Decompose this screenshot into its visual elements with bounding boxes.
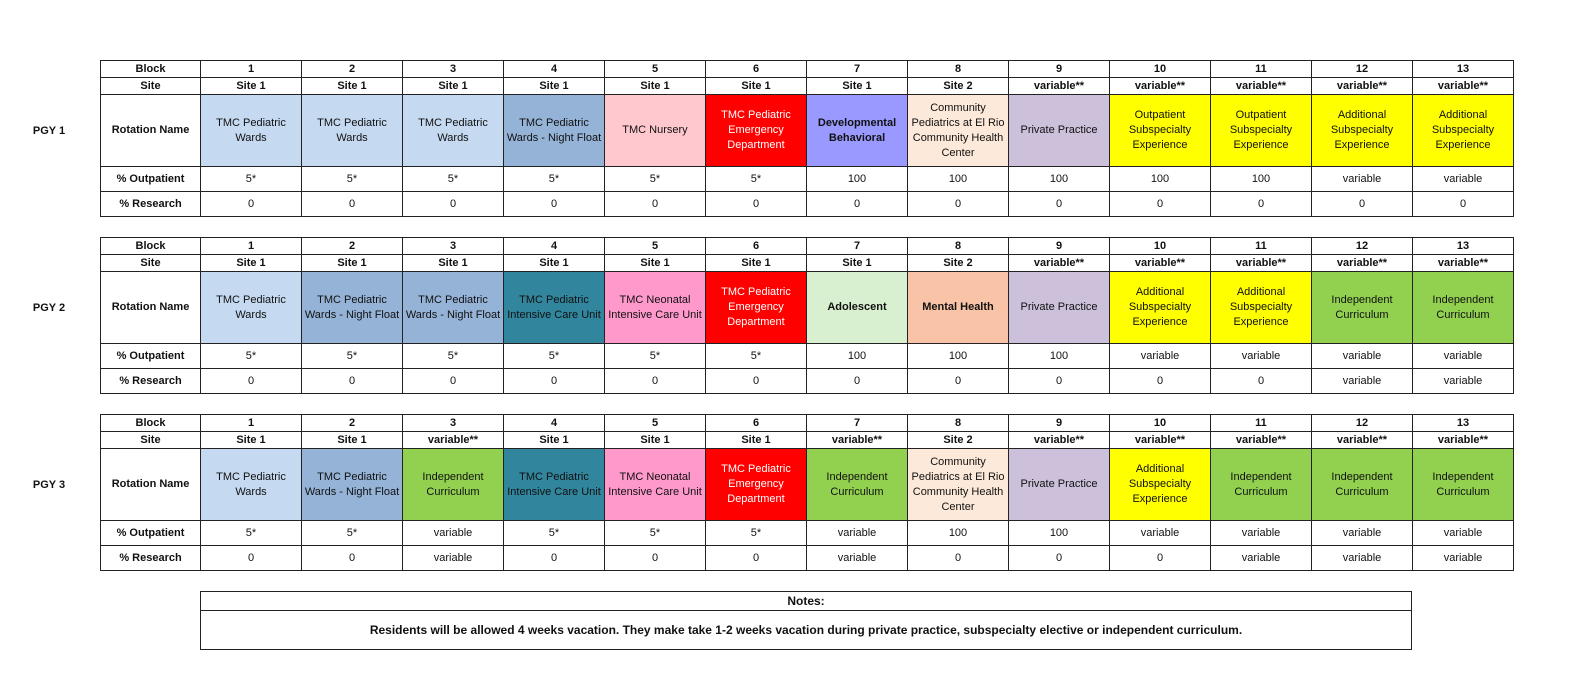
block-number: 4 bbox=[504, 415, 605, 432]
block-number: 5 bbox=[605, 415, 706, 432]
site-cell: variable** bbox=[1211, 78, 1312, 95]
rotation-cell: TMC Pediatric Wards bbox=[201, 272, 302, 344]
outpatient-cell: 100 bbox=[1009, 344, 1110, 369]
site-cell: variable** bbox=[1413, 432, 1514, 449]
research-cell: 0 bbox=[201, 369, 302, 394]
site-cell: Site 2 bbox=[908, 432, 1009, 449]
rotation-cell: Community Pediatrics at El Rio Community Health Center bbox=[908, 449, 1009, 521]
research-cell: 0 bbox=[908, 546, 1009, 571]
rotation-cell: Independent Curriculum bbox=[1312, 272, 1413, 344]
research-row bbox=[101, 546, 1514, 571]
outpatient-cell: 100 bbox=[908, 344, 1009, 369]
pgy-table bbox=[100, 60, 1514, 217]
outpatient-cell: 5* bbox=[605, 344, 706, 369]
research-cell: 0 bbox=[302, 546, 403, 571]
rotation-cell: Independent Curriculum bbox=[1211, 449, 1312, 521]
block-number: 2 bbox=[302, 238, 403, 255]
rotation-cell: Additional Subspecialty Experience bbox=[1413, 95, 1514, 167]
rotation-cell: Outpatient Subspecialty Experience bbox=[1110, 95, 1211, 167]
rotation-cell: TMC Pediatric Wards - Night Float bbox=[302, 272, 403, 344]
rotation-cell: TMC Pediatric Emergency Department bbox=[706, 449, 807, 521]
rotation-cell: TMC Pediatric Emergency Department bbox=[706, 95, 807, 167]
site-cell: variable** bbox=[1312, 432, 1413, 449]
site-cell: Site 1 bbox=[605, 255, 706, 272]
research-cell: 0 bbox=[1312, 192, 1413, 217]
research-cell: 0 bbox=[1009, 192, 1110, 217]
site-cell: Site 1 bbox=[201, 255, 302, 272]
outpatient-cell: 5* bbox=[706, 344, 807, 369]
site-cell: variable** bbox=[1312, 255, 1413, 272]
outpatient-row bbox=[101, 521, 1514, 546]
block-row bbox=[101, 238, 1514, 255]
block-number: 1 bbox=[201, 238, 302, 255]
research-cell: 0 bbox=[302, 192, 403, 217]
block-number: 10 bbox=[1110, 238, 1211, 255]
outpatient-cell: 100 bbox=[1211, 167, 1312, 192]
rotation-cell: TMC Pediatric Wards bbox=[201, 449, 302, 521]
rotation-cell: Mental Health bbox=[908, 272, 1009, 344]
block-number: 3 bbox=[403, 61, 504, 78]
block-number: 11 bbox=[1211, 415, 1312, 432]
block-number: 12 bbox=[1312, 415, 1413, 432]
site-cell: variable** bbox=[1110, 255, 1211, 272]
pgy-label: PGY 3 bbox=[32, 479, 66, 491]
outpatient-cell: variable bbox=[1211, 344, 1312, 369]
block-number: 12 bbox=[1312, 238, 1413, 255]
block-number: 1 bbox=[201, 61, 302, 78]
rotation-row bbox=[101, 449, 1514, 521]
research-cell: 0 bbox=[706, 546, 807, 571]
outpatient-row bbox=[101, 167, 1514, 192]
site-cell: Site 1 bbox=[605, 432, 706, 449]
outpatient-row-label: % Outpatient bbox=[101, 521, 201, 546]
pgy-label: PGY 2 bbox=[32, 302, 66, 314]
site-cell: variable** bbox=[1110, 78, 1211, 95]
outpatient-cell: 100 bbox=[807, 344, 908, 369]
outpatient-row bbox=[101, 344, 1514, 369]
research-cell: 0 bbox=[605, 546, 706, 571]
site-cell: Site 1 bbox=[706, 432, 807, 449]
outpatient-cell: variable bbox=[1110, 521, 1211, 546]
rotation-cell: TMC Pediatric Intensive Care Unit bbox=[504, 272, 605, 344]
rotation-cell: Private Practice bbox=[1009, 272, 1110, 344]
site-cell: Site 1 bbox=[201, 432, 302, 449]
rotation-row bbox=[101, 95, 1514, 167]
site-cell: Site 1 bbox=[605, 78, 706, 95]
site-row-label: Site bbox=[101, 432, 201, 449]
outpatient-cell: variable bbox=[1413, 167, 1514, 192]
rotation-cell: Additional Subspecialty Experience bbox=[1110, 272, 1211, 344]
outpatient-cell: variable bbox=[807, 521, 908, 546]
outpatient-cell: 100 bbox=[908, 521, 1009, 546]
block-number: 2 bbox=[302, 415, 403, 432]
research-cell: variable bbox=[1413, 546, 1514, 571]
outpatient-cell: variable bbox=[1312, 344, 1413, 369]
site-cell: Site 1 bbox=[706, 78, 807, 95]
outpatient-cell: 5* bbox=[706, 167, 807, 192]
research-cell: 0 bbox=[605, 192, 706, 217]
research-row bbox=[101, 369, 1514, 394]
research-cell: 0 bbox=[807, 192, 908, 217]
site-cell: variable** bbox=[1110, 432, 1211, 449]
rotation-cell: Independent Curriculum bbox=[1312, 449, 1413, 521]
research-cell: 0 bbox=[201, 192, 302, 217]
block-number: 6 bbox=[706, 238, 807, 255]
research-cell: 0 bbox=[706, 192, 807, 217]
block-number: 4 bbox=[504, 238, 605, 255]
site-row bbox=[101, 78, 1514, 95]
rotation-cell: TMC Neonatal Intensive Care Unit bbox=[605, 449, 706, 521]
block-row-label: Block bbox=[101, 61, 201, 78]
site-cell: Site 1 bbox=[504, 432, 605, 449]
outpatient-cell: 5* bbox=[605, 167, 706, 192]
outpatient-cell: 5* bbox=[302, 167, 403, 192]
site-cell: Site 1 bbox=[302, 255, 403, 272]
block-number: 13 bbox=[1413, 238, 1514, 255]
research-cell: 0 bbox=[908, 369, 1009, 394]
outpatient-cell: 5* bbox=[201, 167, 302, 192]
rotation-cell: Private Practice bbox=[1009, 449, 1110, 521]
research-cell: 0 bbox=[1413, 192, 1514, 217]
site-cell: Site 1 bbox=[403, 255, 504, 272]
research-cell: 0 bbox=[504, 369, 605, 394]
site-cell: Site 1 bbox=[302, 78, 403, 95]
block-number: 7 bbox=[807, 61, 908, 78]
research-cell: variable bbox=[403, 546, 504, 571]
block-row-label: Block bbox=[101, 415, 201, 432]
block-number: 8 bbox=[908, 415, 1009, 432]
block-number: 3 bbox=[403, 415, 504, 432]
outpatient-cell: 100 bbox=[1110, 167, 1211, 192]
rotation-cell: TMC Pediatric Wards bbox=[403, 95, 504, 167]
block-number: 6 bbox=[706, 415, 807, 432]
site-cell: Site 1 bbox=[201, 78, 302, 95]
research-cell: variable bbox=[1211, 546, 1312, 571]
rotation-cell: Additional Subspecialty Experience bbox=[1110, 449, 1211, 521]
block-number: 6 bbox=[706, 61, 807, 78]
block-number: 13 bbox=[1413, 61, 1514, 78]
rotation-cell: TMC Pediatric Wards - Night Float bbox=[403, 272, 504, 344]
rotation-cell: Additional Subspecialty Experience bbox=[1312, 95, 1413, 167]
site-cell: Site 1 bbox=[504, 78, 605, 95]
block-number: 9 bbox=[1009, 415, 1110, 432]
research-row bbox=[101, 192, 1514, 217]
block-number: 1 bbox=[201, 415, 302, 432]
block-number: 10 bbox=[1110, 61, 1211, 78]
site-row bbox=[101, 255, 1514, 272]
site-cell: variable** bbox=[1413, 78, 1514, 95]
research-cell: variable bbox=[1312, 369, 1413, 394]
notes-title: Notes: bbox=[201, 592, 1411, 611]
rotation-row bbox=[101, 272, 1514, 344]
research-cell: 0 bbox=[807, 369, 908, 394]
rotation-cell: Independent Curriculum bbox=[403, 449, 504, 521]
block-row-label: Block bbox=[101, 238, 201, 255]
outpatient-cell: 5* bbox=[504, 521, 605, 546]
site-cell: Site 1 bbox=[807, 255, 908, 272]
outpatient-cell: 5* bbox=[201, 521, 302, 546]
outpatient-cell: 5* bbox=[403, 344, 504, 369]
rotation-cell: TMC Neonatal Intensive Care Unit bbox=[605, 272, 706, 344]
rotation-cell: TMC Pediatric Wards bbox=[302, 95, 403, 167]
research-cell: 0 bbox=[504, 546, 605, 571]
rotation-cell: TMC Pediatric Intensive Care Unit bbox=[504, 449, 605, 521]
site-cell: variable** bbox=[807, 432, 908, 449]
site-cell: Site 1 bbox=[504, 255, 605, 272]
outpatient-cell: variable bbox=[1110, 344, 1211, 369]
rotation-cell: TMC Nursery bbox=[605, 95, 706, 167]
site-cell: variable** bbox=[1211, 432, 1312, 449]
outpatient-cell: 100 bbox=[1009, 521, 1110, 546]
rotation-cell: Independent Curriculum bbox=[1413, 449, 1514, 521]
rotation-cell: TMC Pediatric Wards - Night Float bbox=[302, 449, 403, 521]
rotation-row-label: Rotation Name bbox=[101, 449, 201, 521]
outpatient-cell: 5* bbox=[504, 167, 605, 192]
block-number: 7 bbox=[807, 415, 908, 432]
research-cell: 0 bbox=[302, 369, 403, 394]
outpatient-cell: variable bbox=[1413, 344, 1514, 369]
block-number: 2 bbox=[302, 61, 403, 78]
rotation-cell: Independent Curriculum bbox=[1413, 272, 1514, 344]
outpatient-cell: variable bbox=[1312, 167, 1413, 192]
block-number: 5 bbox=[605, 238, 706, 255]
outpatient-cell: 5* bbox=[504, 344, 605, 369]
rotation-cell: Developmental Behavioral bbox=[807, 95, 908, 167]
site-cell: Site 1 bbox=[706, 255, 807, 272]
research-cell: variable bbox=[1312, 546, 1413, 571]
outpatient-cell: 5* bbox=[201, 344, 302, 369]
block-row bbox=[101, 415, 1514, 432]
pgy-table bbox=[100, 237, 1514, 394]
rotation-cell: TMC Pediatric Wards - Night Float bbox=[504, 95, 605, 167]
notes-box bbox=[200, 591, 1412, 650]
block-number: 9 bbox=[1009, 61, 1110, 78]
site-cell: variable** bbox=[403, 432, 504, 449]
rotation-cell: Independent Curriculum bbox=[807, 449, 908, 521]
block-number: 12 bbox=[1312, 61, 1413, 78]
outpatient-row-label: % Outpatient bbox=[101, 167, 201, 192]
outpatient-cell: 5* bbox=[302, 344, 403, 369]
outpatient-cell: 5* bbox=[605, 521, 706, 546]
rotation-row-label: Rotation Name bbox=[101, 95, 201, 167]
research-cell: 0 bbox=[1009, 546, 1110, 571]
rotation-cell: Private Practice bbox=[1009, 95, 1110, 167]
block-row bbox=[101, 61, 1514, 78]
rotation-row-label: Rotation Name bbox=[101, 272, 201, 344]
block-number: 7 bbox=[807, 238, 908, 255]
outpatient-cell: 5* bbox=[706, 521, 807, 546]
block-number: 11 bbox=[1211, 238, 1312, 255]
research-row-label: % Research bbox=[101, 369, 201, 394]
notes-text: Residents will be allowed 4 weeks vacation. They make take 1-2 weeks vacation during private practice, subspecialty elective or independent curriculum. bbox=[369, 623, 1243, 637]
research-cell: 0 bbox=[706, 369, 807, 394]
block-number: 8 bbox=[908, 61, 1009, 78]
outpatient-cell: 100 bbox=[908, 167, 1009, 192]
research-cell: 0 bbox=[908, 192, 1009, 217]
research-cell: 0 bbox=[1110, 192, 1211, 217]
pgy-label: PGY 1 bbox=[32, 125, 66, 137]
block-number: 9 bbox=[1009, 238, 1110, 255]
outpatient-cell: 5* bbox=[403, 167, 504, 192]
research-cell: variable bbox=[807, 546, 908, 571]
outpatient-row-label: % Outpatient bbox=[101, 344, 201, 369]
rotation-cell: Additional Subspecialty Experience bbox=[1211, 272, 1312, 344]
block-number: 3 bbox=[403, 238, 504, 255]
block-number: 5 bbox=[605, 61, 706, 78]
outpatient-cell: variable bbox=[1413, 521, 1514, 546]
outpatient-cell: 100 bbox=[1009, 167, 1110, 192]
rotation-cell: Community Pediatrics at El Rio Community Health Center bbox=[908, 95, 1009, 167]
site-cell: variable** bbox=[1009, 255, 1110, 272]
site-cell: Site 2 bbox=[908, 78, 1009, 95]
outpatient-cell: variable bbox=[1312, 521, 1413, 546]
rotation-cell: Adolescent bbox=[807, 272, 908, 344]
block-number: 10 bbox=[1110, 415, 1211, 432]
rotation-cell: TMC Pediatric Wards bbox=[201, 95, 302, 167]
research-cell: 0 bbox=[403, 369, 504, 394]
research-cell: 0 bbox=[1211, 369, 1312, 394]
outpatient-cell: variable bbox=[1211, 521, 1312, 546]
site-cell: variable** bbox=[1009, 432, 1110, 449]
block-number: 8 bbox=[908, 238, 1009, 255]
research-cell: 0 bbox=[201, 546, 302, 571]
site-cell: Site 1 bbox=[302, 432, 403, 449]
outpatient-cell: 5* bbox=[302, 521, 403, 546]
research-row-label: % Research bbox=[101, 192, 201, 217]
research-cell: 0 bbox=[403, 192, 504, 217]
site-row bbox=[101, 432, 1514, 449]
research-cell: variable bbox=[1413, 369, 1514, 394]
site-row-label: Site bbox=[101, 78, 201, 95]
site-row-label: Site bbox=[101, 255, 201, 272]
research-cell: 0 bbox=[605, 369, 706, 394]
site-cell: variable** bbox=[1312, 78, 1413, 95]
outpatient-cell: 100 bbox=[807, 167, 908, 192]
research-row-label: % Research bbox=[101, 546, 201, 571]
research-cell: 0 bbox=[1009, 369, 1110, 394]
rotation-cell: TMC Pediatric Emergency Department bbox=[706, 272, 807, 344]
research-cell: 0 bbox=[1211, 192, 1312, 217]
site-cell: Site 1 bbox=[403, 78, 504, 95]
outpatient-cell: variable bbox=[403, 521, 504, 546]
site-cell: variable** bbox=[1211, 255, 1312, 272]
site-cell: variable** bbox=[1413, 255, 1514, 272]
block-number: 13 bbox=[1413, 415, 1514, 432]
site-cell: Site 2 bbox=[908, 255, 1009, 272]
research-cell: 0 bbox=[504, 192, 605, 217]
research-cell: 0 bbox=[1110, 546, 1211, 571]
block-number: 4 bbox=[504, 61, 605, 78]
research-cell: 0 bbox=[1110, 369, 1211, 394]
site-cell: variable** bbox=[1009, 78, 1110, 95]
site-cell: Site 1 bbox=[807, 78, 908, 95]
pgy-table bbox=[100, 414, 1514, 571]
block-number: 11 bbox=[1211, 61, 1312, 78]
rotation-cell: Outpatient Subspecialty Experience bbox=[1211, 95, 1312, 167]
